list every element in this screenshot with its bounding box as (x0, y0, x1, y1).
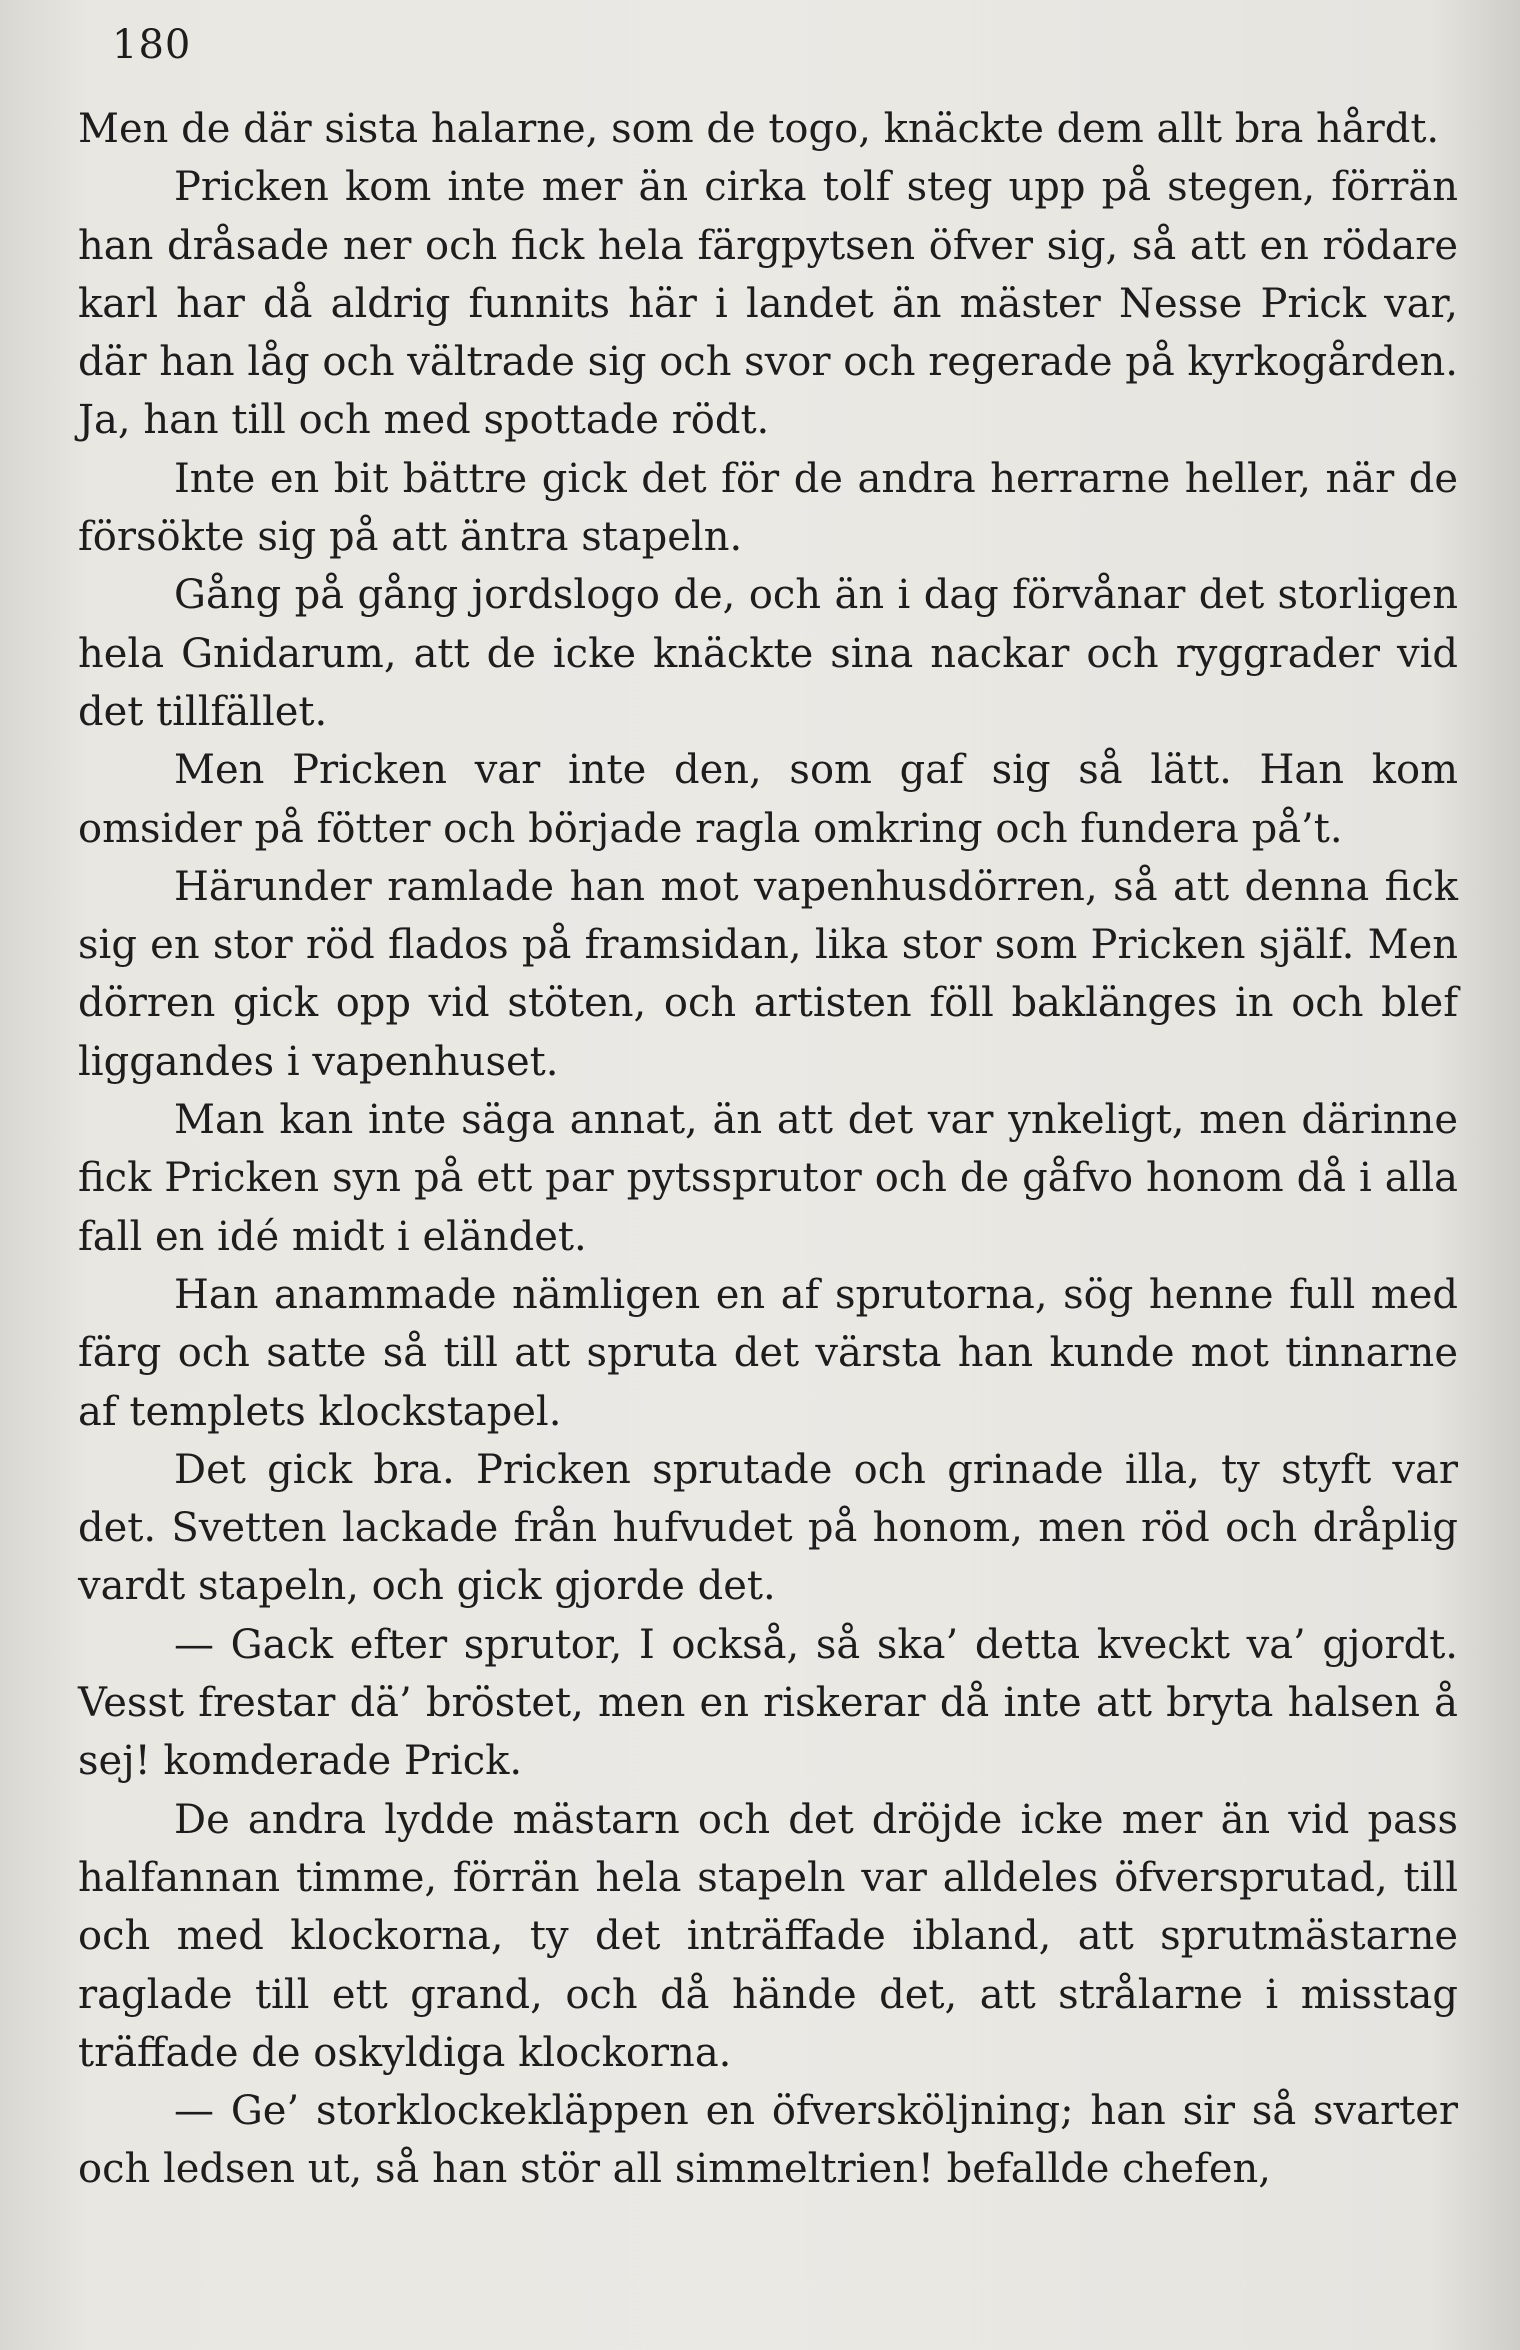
paragraph: Gång på gång jordslogo de, och än i dag förvånar det storligen hela Gnidarum, att de icke knäckte sina nackar och ryggrader vid det tillfället. (78, 572, 1458, 735)
paragraph: Men de där sista halarne, som de togo, knäckte dem allt bra hårdt. (78, 106, 1440, 152)
paragraph: Men Pricken var inte den, som gaf sig så lätt. Han kom omsider på fötter och började ragla omkring och fundera på’t. (78, 747, 1458, 852)
paragraph: Man kan inte säga annat, än att det var ynkeligt, men därinne fick Pricken syn på ett par pytssprutor och de gåfvo honom då i alla fall en idé midt i eländet. (78, 1097, 1458, 1260)
paragraph: — Gack efter sprutor, I också, så ska’ detta kveckt va’ gjordt. Vesst frestar dä’ bröstet, men en riskerar då inte att bryta halsen å sej! komderade Prick. (78, 1621, 1458, 1785)
paragraph: Det gick bra. Pricken sprutade och grinade illa, ty styft var det. Svetten lackade från hufvudet på honom, men röd och dråplig vardt stapeln, och gick gjorde det. (78, 1446, 1458, 1610)
paragraph: Härunder ramlade han mot vapenhusdörren, så att denna fick sig en stor röd flados på framsidan, lika stor som Pricken själf. Men dörren gick opp vid stöten, och artisten föll baklänges in och blef liggandes i vapenhuset. (78, 863, 1458, 1085)
paragraph: Inte en bit bättre gick det för de andra herrarne heller, när de försökte sig på att äntra stapeln. (78, 455, 1458, 561)
paragraph: Pricken kom inte mer än cirka tolf steg upp på stegen, förrän han dråsade ner och fick hela färgpytsen öfver sig, så att en rödare karl har då aldrig funnits här i landet än mäster Nesse Prick var, där han låg och vältrade sig och svor och regerade på kyrkogården. Ja, han till och med spottade rödt. (78, 164, 1458, 444)
body-text (78, 100, 1458, 2199)
paragraph: De andra lydde mästarn och det dröjde icke mer än vid pass halfannan timme, förrän hela stapeln var alldeles öfversprutad, till och med klockorna, ty det inträffade ibland, att sprutmästarne raglade till ett grand, och då hände det, att strålarne i misstag träffade de oskyldiga klockorna. (78, 1796, 1458, 2076)
page-number: 180 (112, 22, 192, 68)
paragraph: Han anammade nämligen en af sprutorna, sög henne full med färg och satte så till att spruta det värsta han kunde mot tinnarne af templets klockstapel. (78, 1271, 1458, 1435)
paragraph: — Ge’ storklockekläppen en öfversköljning; han sir så svarter och ledsen ut, så han stör all simmeltrien! befallde chefen, (78, 2088, 1458, 2193)
